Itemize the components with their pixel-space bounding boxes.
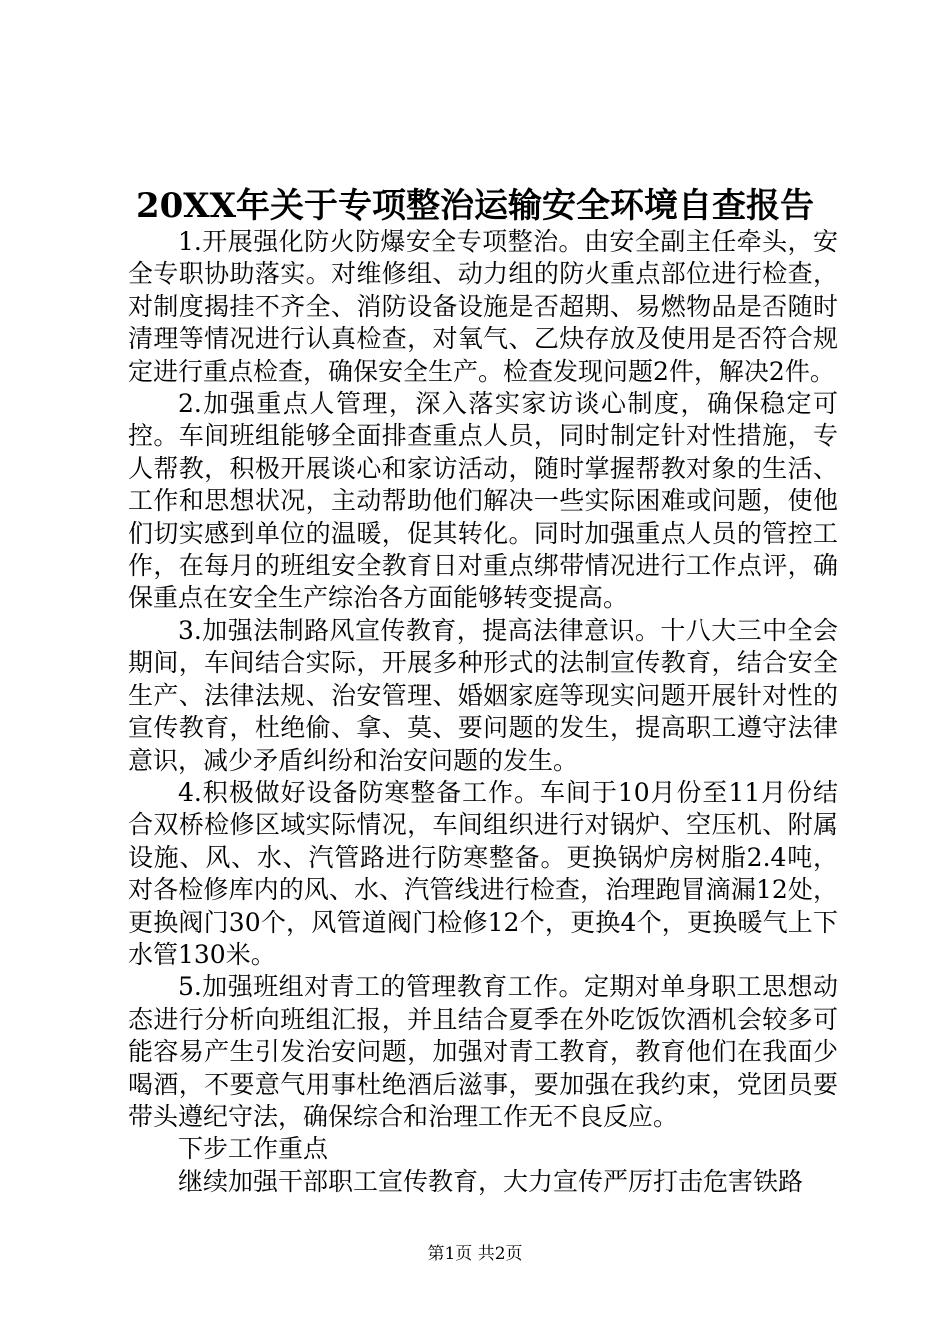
paragraph-3: 3.加强法制路风宣传教育，提高法律意识。十八大三中全会期间，车间结合实际，开展多种形式的法制宣传教育，结合安全生产、法律法规、治安管理、婚姻家庭等现实问题开展针对性的宣传教育，杜绝偷、拿、莫、要问题的发生，提高职工遵守法律意识，减少矛盾纠纷和治安问题的发生。 (128, 615, 838, 775)
document-title: 20XX年关于专项整治运输安全环境自查报告 (135, 186, 815, 226)
paragraph-4: 4.积极做好设备防寒整备工作。车间于10月份至11月份结合双桥检修区域实际情况，车间组织进行对锅炉、空压机、附属设施、风、水、汽管路进行防寒整备。更换锅炉房树脂2.4吨，对各检修库内的风、水、汽管线进行检查，治理跑冒滴漏12处，更换阀门30个，风管道阀门检修12个，更换4个，更换暖气上下水管130米。 (128, 777, 838, 969)
paragraph-6: 继续加强干部职工宣传教育，大力宣传严厉打击危害铁路 (178, 1166, 804, 1196)
section-heading: 下步工作重点 (178, 1134, 329, 1164)
paragraph-5: 5.加强班组对青工的管理教育工作。定期对单身职工思想动态进行分析向班组汇报，并且结合夏季在外吃饭饮酒机会较多可能容易产生引发治安问题，加强对青工教育，教育他们在我面少喝酒，不要意气用事杜绝酒后滋事，要加强在我约束，党团员要带头遵纪守法，确保综合和治理工作无不良反应。 (128, 972, 838, 1131)
paragraph-1: 1.开展强化防火防爆安全专项整治。由安全副主任牵头，安全专职协助落实。对维修组、动力组的防火重点部位进行检查，对制度揭挂不齐全、消防设备设施是否超期、易燃物品是否随时清理等情况进行认真检查，对氧气、乙炔存放及使用是否符合规定进行重点检查，确保安全生产。检查发现问题2件，解决2件。 (128, 227, 838, 386)
page-number-footer: 第1页 共2页 (427, 1244, 523, 1264)
document-body (128, 226, 838, 1198)
paragraph-2: 2.加强重点人管理，深入落实家访谈心制度，确保稳定可控。车间班组能够全面排查重点人员，同时制定针对性措施，专人帮教，积极开展谈心和家访活动，随时掌握帮教对象的生活、工作和思想状况，主动帮助他们解决一些实际困难或问题，使他们切实感到单位的温暖，促其转化。同时加强重点人员的管控工作，在每月的班组安全教育日对重点绑带情况进行工作点评，确保重点在安全生产综治各方面能够转变提高。 (128, 389, 838, 613)
